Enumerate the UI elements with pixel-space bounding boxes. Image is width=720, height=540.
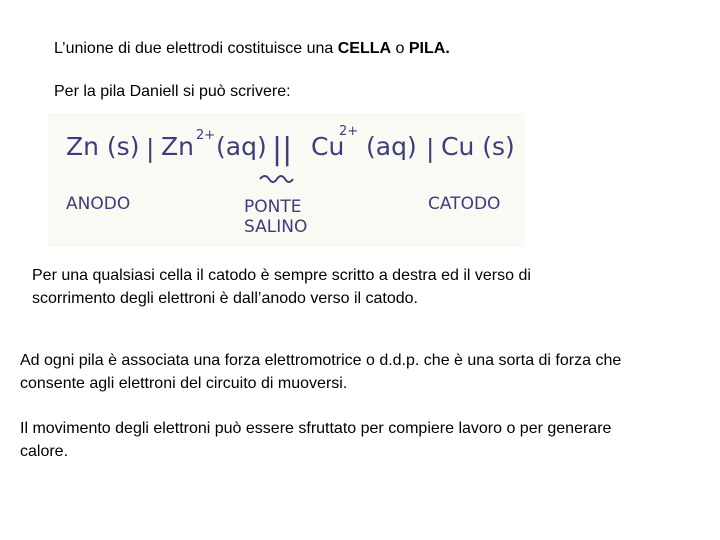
zn-charge: 2+ [196, 128, 216, 143]
salt-bridge-wave-icon [260, 176, 293, 182]
bridge-label-line2: SALINO [244, 217, 308, 237]
separator-1: | [146, 134, 155, 163]
cu-aq: (aq) [366, 132, 417, 161]
handwritten-notation [48, 113, 525, 247]
bridge-label-line1: PONTE [244, 197, 302, 217]
intro-connector: o [391, 40, 409, 57]
zn-aq: (aq) [216, 132, 267, 161]
emf-paragraph [20, 349, 621, 395]
intro-prefix: L’unione di due elettrodi costituisce una [54, 40, 338, 57]
separator-2: | [426, 134, 435, 163]
cu-ion: Cu [311, 132, 345, 161]
cathode-rule-paragraph [32, 264, 531, 310]
daniell-cell-notation-image [48, 113, 525, 247]
emf-line-2: consente agli elettroni del circuito di muoversi. [20, 375, 348, 392]
cu-charge: 2+ [339, 124, 359, 139]
cella-term: CELLA [337, 40, 392, 57]
cu-solid: Cu (s) [441, 132, 515, 161]
cathode-label: CATODO [428, 194, 501, 214]
zn-solid: Zn (s) [66, 132, 140, 161]
salt-bridge-bars: || [272, 132, 293, 167]
anode-label: ANODO [66, 194, 131, 214]
work-line-1: Il movimento degli elettroni può essere sfruttato per compiere lavoro o per generare [20, 420, 612, 437]
work-paragraph [20, 417, 611, 463]
work-line-2: calore. [20, 443, 69, 460]
daniell-intro: Per la pila Daniell si può scrivere: [54, 83, 291, 100]
pila-term: PILA. [408, 40, 450, 57]
zn-ion: Zn [161, 132, 194, 161]
cathode-rule-line-2: scorrimento degli elettroni è dall’anodo verso il catodo. [32, 290, 418, 307]
intro-line [54, 37, 450, 60]
emf-line-1: Ad ogni pila è associata una forza elettromotrice o d.d.p. che è una sorta di forza che [20, 352, 622, 369]
cathode-rule-line-1: Per una qualsiasi cella il catodo è sempre scritto a destra ed il verso di [32, 267, 531, 284]
